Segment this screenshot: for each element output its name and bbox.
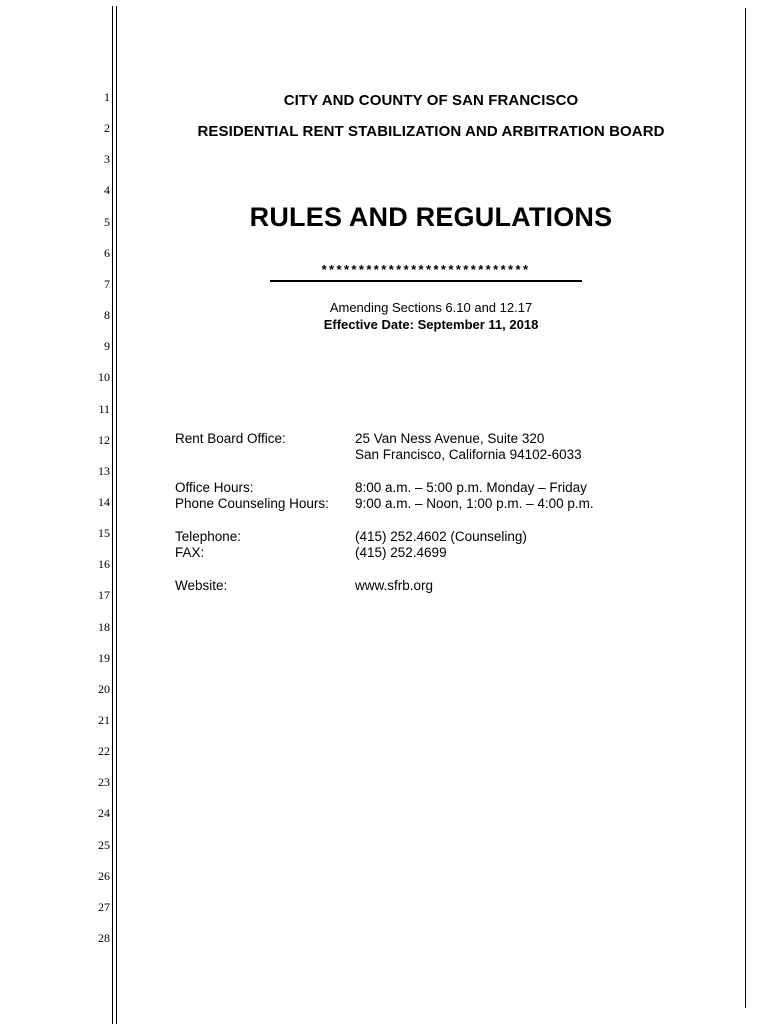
left-margin-rule-inner [116,6,117,1024]
telephone-value: (415) 252.4602 (Counseling) [355,529,527,544]
amending-sections: Amending Sections 6.10 and 12.17 [329,300,533,315]
line-number: 12 [98,432,110,447]
line-number: 27 [98,899,110,914]
website-link[interactable]: www.sfrb.org [355,578,434,593]
line-number: 18 [98,619,110,634]
line-number: 9 [104,339,110,354]
line-number: 14 [98,494,110,509]
office-address-line2: San Francisco, California 94102-6033 [355,447,582,462]
office-hours-label: Office Hours: [175,480,254,495]
line-number: 19 [98,650,110,665]
line-number: 6 [104,245,110,260]
heading-city-county: CITY AND COUNTY OF SAN FRANCISCO [283,92,579,109]
phone-hours-label: Phone Counseling Hours: [175,496,329,511]
office-address-line1: 25 Van Ness Avenue, Suite 320 [355,431,545,446]
fax-label: FAX: [175,545,205,560]
fax-value: (415) 252.4699 [355,545,447,560]
line-number: 4 [104,183,110,198]
heading-board-name: RESIDENTIAL RENT STABILIZATION AND ARBITRATION BOARD [197,123,665,140]
right-margin-rule [745,8,746,1008]
line-number: 2 [104,121,110,136]
line-number: 17 [98,588,110,603]
line-number: 7 [104,276,110,291]
line-number: 25 [98,837,110,852]
divider-line [270,280,582,282]
page-title: RULES AND REGULATIONS [249,202,613,232]
line-number: 22 [98,744,110,759]
line-number: 21 [98,713,110,727]
line-number: 20 [98,681,110,696]
line-number: 13 [98,463,110,478]
line-number: 8 [104,308,110,323]
line-number: 28 [98,931,110,946]
line-number: 16 [98,557,110,572]
left-margin-rule [112,6,113,1024]
line-number: 26 [98,868,110,883]
line-number: 15 [98,526,110,541]
office-hours-value: 8:00 a.m. – 5:00 p.m. Monday – Friday [355,480,587,495]
line-number: 1 [104,90,110,104]
line-number: 5 [104,214,110,229]
website-label: Website: [175,578,228,593]
phone-hours-value: 9:00 a.m. – Noon, 1:00 p.m. – 4:00 p.m. [355,496,594,511]
line-number: 3 [104,152,110,167]
star-divider: **************************** [321,262,531,277]
line-number: 11 [98,401,110,416]
telephone-label: Telephone: [175,529,242,544]
effective-date: Effective Date: September 11, 2018 [323,317,539,332]
line-number: 24 [98,806,110,821]
line-number: 10 [98,370,110,385]
office-label: Rent Board Office: [175,431,286,446]
line-number: 23 [98,775,110,790]
